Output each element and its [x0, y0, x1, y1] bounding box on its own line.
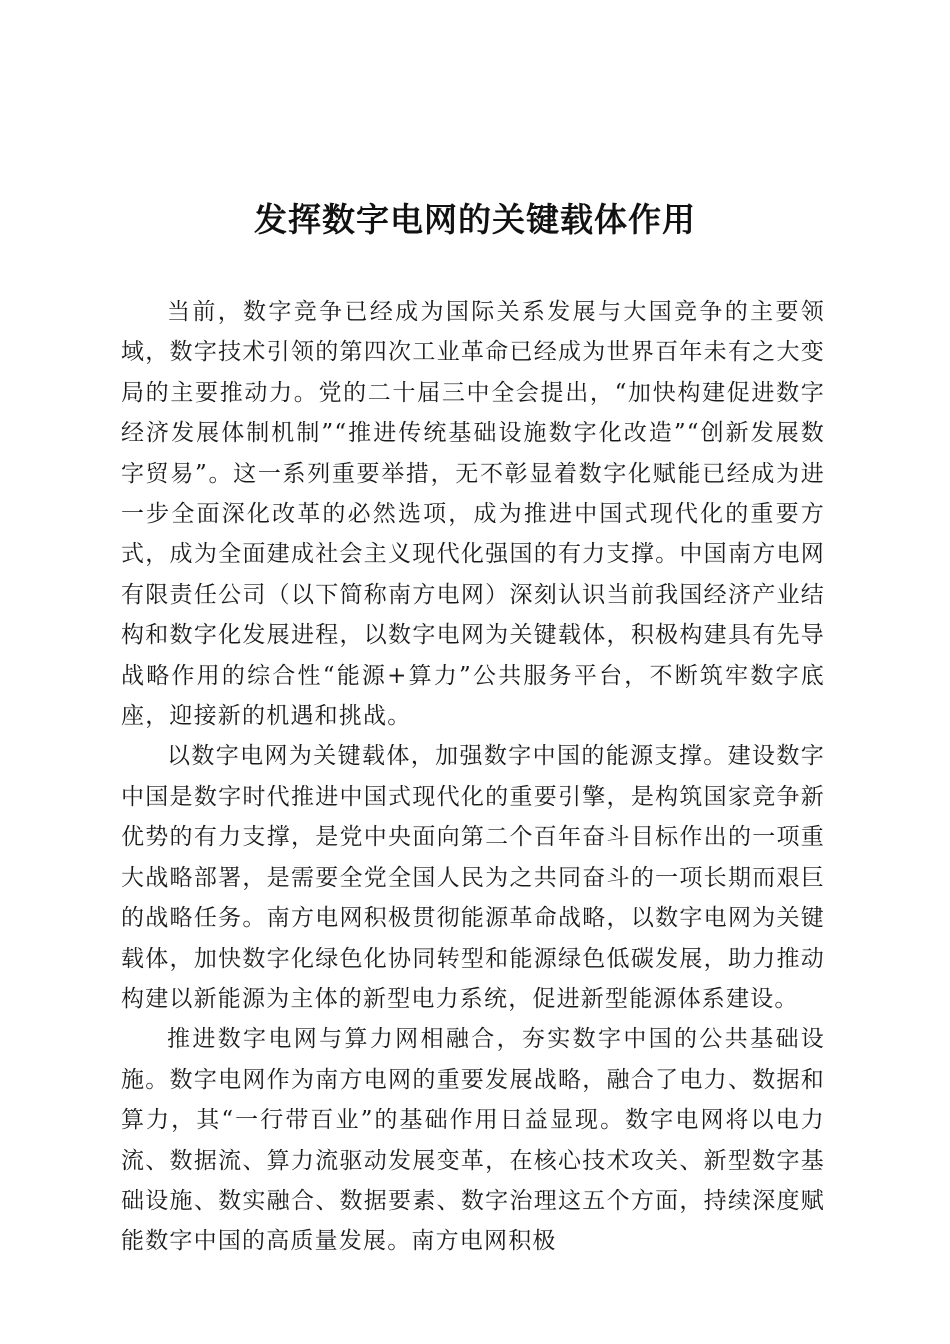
- paragraph: 推进数字电网与算力网相融合，夯实数字中国的公共基础设施。数字电网作为南方电网的重要发展战略，融合了电力、数据和算力，其“一行带百业”的基础作用日益显现。数字电网将以电力流、数据流、算力流驱动发展变革，在核心技术攻关、新型数字基础设施、数实融合、数据要素、数字治理这五个方面，持续深度赋能数字中国的高质量发展。南方电网积极: [121, 1026, 825, 1255]
- document-body: [121, 292, 825, 1262]
- paragraph: 当前，数字竞争已经成为国际关系发展与大国竞争的主要领域，数字技术引领的第四次工业革命已经成为世界百年未有之大变局的主要推动力。党的二十届三中全会提出，“加快构建促进数字经济发展体制机制”“推进传统基础设施数字化改造”“创新发展数字贸易”。这一系列重要举措，无不彰显着数字化赋能已经成为进一步全面深化改革的必然选项，成为推进中国式现代化的重要方式，成为全面建成社会主义现代化强国的有力支撑。中国南方电网有限责任公司（以下简称南方电网）深刻认识当前我国经济产业结构和数字化发展进程，以数字电网为关键载体，积极构建具有先导战略作用的综合性“能源+算力”公共服务平台，不断筑牢数字底座，迎接新的机遇和挑战。: [121, 299, 825, 730]
- document-title: 发挥数字电网的关键载体作用: [254, 200, 696, 239]
- paragraph: 以数字电网为关键载体，加强数字中国的能源支撑。建设数字中国是数字时代推进中国式现代化的重要引擎，是构筑国家竞争新优势的有力支撑，是党中央面向第二个百年奋斗目标作出的一项重大战略部署，是需要全党全国人民为之共同奋斗的一项长期而艰巨的战略任务。南方电网积极贯彻能源革命战略，以数字电网为关键载体，加快数字化绿色化协同转型和能源绿色低碳发展，助力推动构建以新能源为主体的新型电力系统，促进新型能源体系建设。: [121, 743, 825, 1012]
